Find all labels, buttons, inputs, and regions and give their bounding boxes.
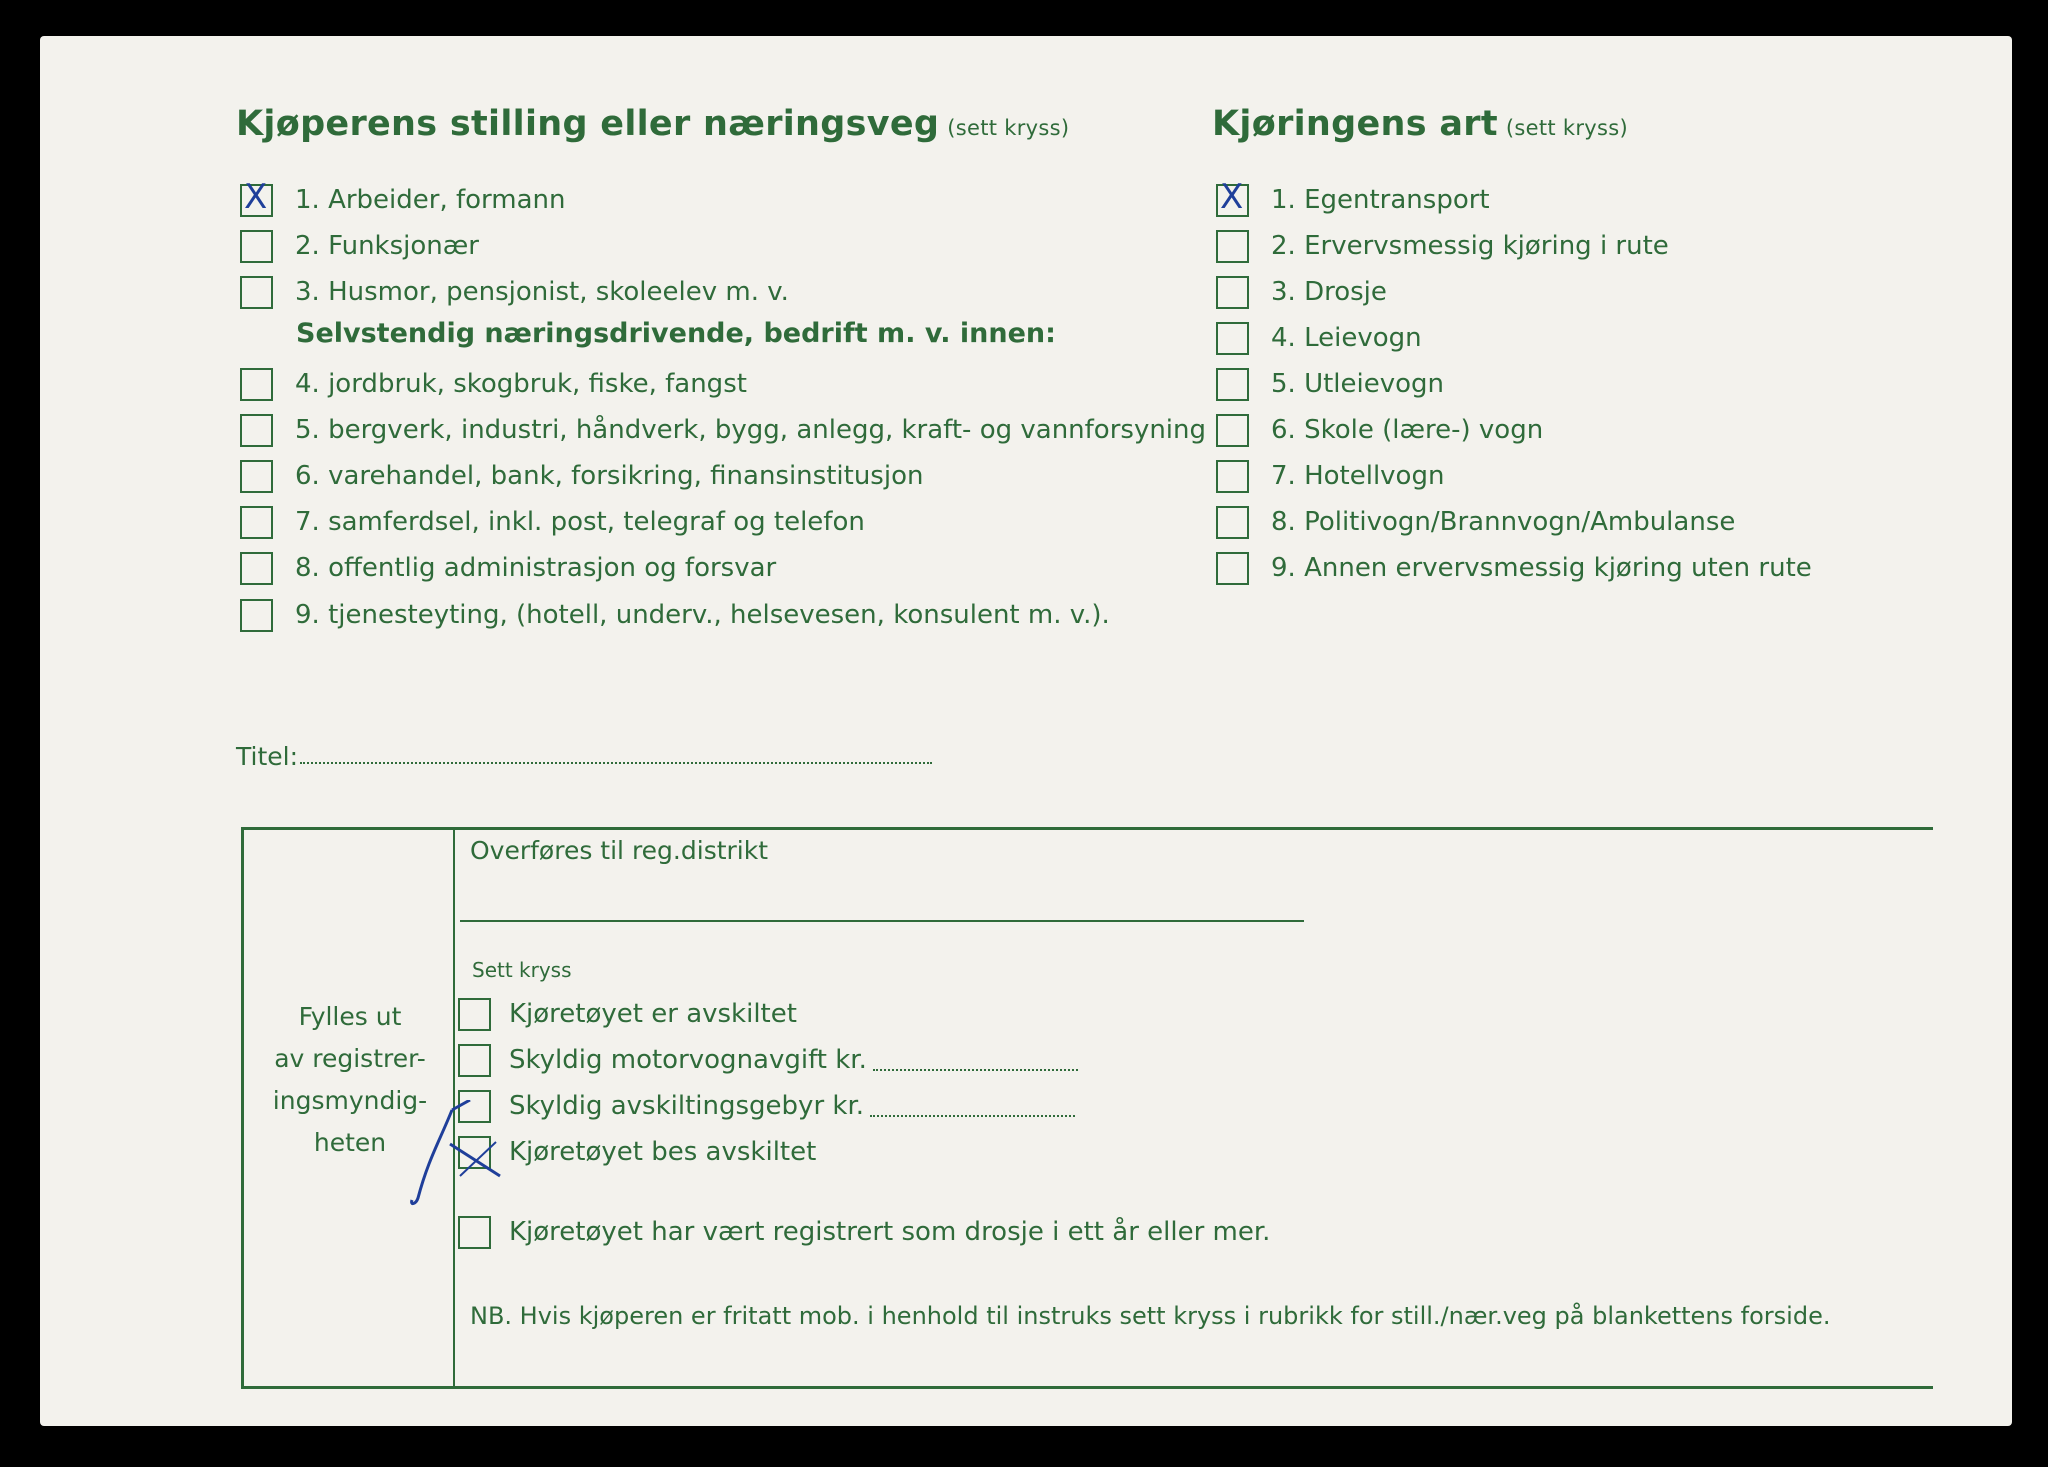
driving-option-7[interactable] bbox=[1216, 456, 1444, 496]
driving-option-8[interactable] bbox=[1216, 502, 1735, 542]
option-label: 1. Arbeider, formann bbox=[295, 185, 566, 215]
option-label: Kjøretøyet bes avskiltet bbox=[509, 1137, 817, 1167]
buyer-option-9[interactable] bbox=[240, 595, 1110, 635]
driving-option-3[interactable] bbox=[1216, 272, 1387, 312]
option-label: 2. Funksjonær bbox=[295, 231, 479, 261]
checkbox[interactable] bbox=[1216, 230, 1249, 263]
buyer-option-7[interactable] bbox=[240, 502, 865, 542]
checkbox[interactable] bbox=[1216, 506, 1249, 539]
option-label: 4. Leievogn bbox=[1271, 323, 1422, 353]
option-label: 5. Utleievogn bbox=[1271, 369, 1445, 399]
buyer-option-2[interactable] bbox=[240, 226, 479, 266]
checkbox[interactable] bbox=[1216, 460, 1249, 493]
motor-fee-line[interactable] bbox=[873, 1069, 1078, 1071]
option-label: 3. Drosje bbox=[1271, 277, 1387, 307]
check-mark: X bbox=[1220, 176, 1244, 217]
registry-check-4[interactable] bbox=[458, 1132, 816, 1172]
checkbox[interactable] bbox=[1216, 368, 1249, 401]
checkbox[interactable] bbox=[240, 368, 273, 401]
driving-option-9[interactable] bbox=[1216, 548, 1812, 588]
option-label: Kjøretøyet har vært registrert som drosje i ett år eller mer. bbox=[509, 1217, 1271, 1247]
checkbox[interactable] bbox=[240, 414, 273, 447]
buyer-option-4[interactable] bbox=[240, 364, 747, 404]
buyer-position-title: Kjøperens stilling eller næringsveg (sett kryss) bbox=[236, 104, 1070, 144]
option-label: 8. Politivogn/Brannvogn/Ambulanse bbox=[1271, 507, 1736, 537]
buyer-option-3[interactable] bbox=[240, 272, 789, 312]
option-label: 7. Hotellvogn bbox=[1271, 461, 1445, 491]
checkbox[interactable] bbox=[1216, 322, 1249, 355]
driving-option-4[interactable] bbox=[1216, 318, 1422, 358]
nb-note: NB. Hvis kjøperen er fritatt mob. i henhold til instruks sett kryss i rubrikk for still./nær.veg på blankettens forside. bbox=[470, 1302, 1831, 1330]
option-label: 9. Annen ervervsmessig kjøring uten rute bbox=[1271, 553, 1812, 583]
driving-option-2[interactable] bbox=[1216, 226, 1669, 266]
box-left-border bbox=[241, 827, 244, 1389]
buyer-option-8[interactable] bbox=[240, 548, 776, 588]
checkbox[interactable] bbox=[240, 276, 273, 309]
registry-check-2[interactable] bbox=[458, 1040, 1078, 1080]
checkbox[interactable] bbox=[240, 230, 273, 263]
registry-check-3[interactable] bbox=[458, 1086, 1075, 1126]
checkbox[interactable] bbox=[458, 998, 491, 1031]
option-label: 2. Ervervsmessig kjøring i rute bbox=[1271, 231, 1669, 261]
option-label: 3. Husmor, pensjonist, skoleelev m. v. bbox=[295, 277, 789, 307]
checkbox[interactable] bbox=[240, 460, 273, 493]
box-top-border bbox=[241, 827, 1933, 830]
option-label: 6. varehandel, bank, forsikring, finansinstitusjon bbox=[295, 461, 924, 491]
deregistration-fee-line[interactable] bbox=[870, 1115, 1075, 1117]
check-mark: X bbox=[244, 176, 268, 217]
driving-type-title: Kjøringens art (sett kryss) bbox=[1212, 104, 1628, 144]
checkbox[interactable] bbox=[240, 599, 273, 632]
box-bottom-border bbox=[241, 1386, 1933, 1389]
registry-check-1[interactable] bbox=[458, 994, 797, 1034]
checkbox[interactable] bbox=[240, 552, 273, 585]
option-label: Skyldig avskiltingsgebyr kr. bbox=[509, 1091, 865, 1121]
option-label: 8. offentlig administrasjon og forsvar bbox=[295, 553, 777, 583]
buyer-option-5[interactable] bbox=[240, 410, 1206, 450]
checkbox[interactable] bbox=[1216, 552, 1249, 585]
checkbox[interactable] bbox=[240, 176, 273, 217]
option-label: Kjøretøyet er avskiltet bbox=[509, 999, 797, 1029]
option-label: 5. bergverk, industri, håndverk, bygg, anlegg, kraft- og vannforsyning bbox=[295, 415, 1207, 445]
registration-authority-label: Fylles ut av registrer- ingsmyndig- heten bbox=[272, 1002, 428, 1157]
driving-option-6[interactable] bbox=[1216, 410, 1543, 450]
option-label: 6. Skole (lære-) vogn bbox=[1271, 415, 1544, 445]
option-label: 4. jordbruk, skogbruk, fiske, fangst bbox=[295, 369, 747, 399]
option-label: 7. samferdsel, inkl. post, telegraf og telefon bbox=[295, 507, 865, 537]
registry-check-5[interactable] bbox=[458, 1212, 1270, 1252]
buyer-option-1[interactable] bbox=[240, 176, 566, 220]
option-label: Skyldig motorvognavgift kr. bbox=[509, 1045, 867, 1075]
option-label: 1. Egentransport bbox=[1271, 185, 1490, 215]
checkbox[interactable] bbox=[458, 1044, 491, 1077]
handwritten-cross-mark bbox=[400, 1100, 510, 1210]
title-field-label: Titel: bbox=[236, 742, 298, 771]
driving-option-5[interactable] bbox=[1216, 364, 1444, 404]
checkbox[interactable] bbox=[1216, 414, 1249, 447]
checkbox[interactable] bbox=[240, 506, 273, 539]
buyer-option-6[interactable] bbox=[240, 456, 923, 496]
title-field-line[interactable] bbox=[300, 762, 932, 764]
sett-kryss-label: Sett kryss bbox=[472, 958, 572, 982]
option-label: 9. tjenesteyting, (hotell, underv., helsevesen, konsulent m. v.). bbox=[295, 600, 1110, 630]
checkbox[interactable] bbox=[458, 1216, 491, 1249]
driving-option-1[interactable] bbox=[1216, 176, 1490, 220]
self-employed-subheading: Selvstendig næringsdrivende, bedrift m. v. innen: bbox=[296, 318, 1056, 349]
checkbox[interactable] bbox=[1216, 276, 1249, 309]
transfer-district-line[interactable] bbox=[460, 920, 1304, 922]
transfer-district-label: Overføres til reg.distrikt bbox=[470, 836, 769, 865]
checkbox[interactable] bbox=[1216, 176, 1249, 217]
